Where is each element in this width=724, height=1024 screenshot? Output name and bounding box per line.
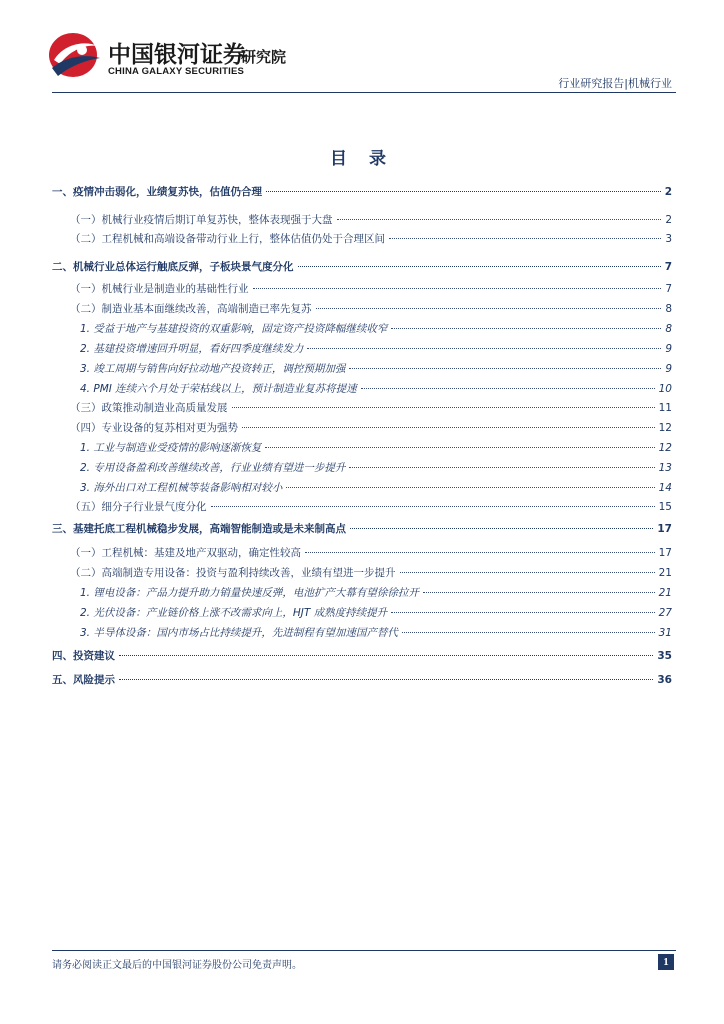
toc-entry[interactable] [52,184,672,199]
toc-entry-page: 14 [658,482,672,494]
toc-entry-page: 2 [664,186,672,198]
toc-entry-page: 17 [657,523,672,535]
toc-dot-leader [391,612,655,613]
toc-entry-title: 3. 竣工周期与销售向好拉动地产投资转正，调控预期加强 [80,363,346,375]
toc-entry-title: （二）制造业基本面继续改善，高端制造已率先复苏 [70,303,312,315]
toc-entry-title: （四）专业设备的复苏相对更为强势 [70,422,238,434]
toc-entry-title: 3. 海外出口对工程机械等装备影响相对较小 [80,482,283,494]
toc-entry-page: 7 [664,261,672,273]
toc-entry-page: 2 [665,214,672,226]
toc-entry[interactable] [52,460,672,475]
brand-name-en: CHINA GALAXY SECURITIES [108,66,245,77]
toc-entry[interactable] [52,499,672,514]
toc-entry-title: （一）工程机械：基建及地产双驱动，确定性较高 [70,547,301,559]
toc-entry-page: 13 [658,462,672,474]
toc-entry[interactable] [52,585,672,600]
toc-dot-leader [361,388,655,389]
toc-dot-leader [119,655,653,656]
brand-research-institute: 研究院 [241,48,287,66]
page-number: 1 [658,954,674,970]
toc-entry[interactable] [52,301,672,316]
toc-entry[interactable] [52,281,672,296]
toc-dot-leader [349,467,654,468]
toc-entry-page: 35 [657,650,672,662]
toc-dot-leader [402,632,655,633]
toc-entry-page: 15 [658,501,672,513]
toc-dot-leader [350,528,653,529]
toc-entry-page: 17 [658,547,672,559]
toc-entry-title: 四、投资建议 [52,650,115,662]
toc-dot-leader [316,308,662,309]
toc-entry-title: （一）机械行业疫情后期订单复苏快，整体表现强于大盘 [70,214,333,226]
toc-entry-title: 一、疫情冲击弱化，业绩复苏快，估值仍合理 [52,186,262,198]
toc-dot-leader [253,288,662,289]
toc-entry-title: 1. 锂电设备：产品力提升助力销量快速反弹，电池扩产大幕有望徐徐拉开 [80,587,419,599]
footer-disclaimer: 请务必阅读正文最后的中国银河证券股份公司免责声明。 [52,960,302,971]
toc-entry-page: 12 [658,442,672,454]
toc-entry-title: （三）政策推动制造业高质量发展 [70,402,228,414]
toc-entry-title: 2. 专用设备盈利改善继续改善，行业业绩有望进一步提升 [80,462,346,474]
toc-dot-leader [232,407,655,408]
toc-entry-page: 27 [658,607,672,619]
toc-entry-title: 2. 光伏设备：产业链价格上涨不改需求向上，HJT 成熟度持续提升 [80,607,388,619]
toc-entry-page: 3 [665,233,672,245]
toc-entry[interactable] [52,420,672,435]
toc-entry-title: 1. 工业与制造业受疫情的影响逐渐恢复 [80,442,262,454]
toc-dot-leader [349,368,661,369]
toc-entry-page: 8 [665,303,672,315]
toc-entry-page: 11 [658,402,672,414]
toc-dot-leader [389,238,661,239]
toc-entry[interactable] [52,625,672,640]
toc-entry[interactable] [52,321,672,336]
toc-dot-leader [337,219,662,220]
company-logo [46,30,316,80]
toc-entry[interactable] [52,231,672,246]
toc-entry[interactable] [52,440,672,455]
toc-entry[interactable] [52,545,672,560]
toc-dot-leader [286,487,654,488]
toc-entry-title: 3. 半导体设备：国内市场占比持续提升，先进制程有望加速国产替代 [80,627,398,639]
toc-entry-page: 8 [665,323,672,335]
brand-name-cn: 中国银河证券 [108,42,246,68]
toc-entry[interactable] [52,565,672,580]
toc-entry-title: 4. PMI 连续六个月处于荣枯线以上，预计制造业复苏将提速 [80,383,357,395]
footer-divider [52,950,676,951]
toc-dot-leader [119,679,653,680]
toc-dot-leader [298,266,661,267]
toc-entry[interactable] [52,480,672,495]
toc-entry[interactable] [52,361,672,376]
toc-entry[interactable] [52,212,672,227]
toc-dot-leader [400,572,655,573]
toc-dot-leader [307,348,661,349]
toc-dot-leader [305,552,655,553]
toc-entry-page: 10 [658,383,672,395]
galaxy-logo-icon [46,30,102,80]
toc-entry-title: （一）机械行业是制造业的基础性行业 [70,283,249,295]
toc-entry-page: 36 [657,674,672,686]
header-divider [52,92,676,93]
toc-dot-leader [423,592,655,593]
toc-entry-page: 9 [665,363,672,375]
toc-entry-page: 21 [658,567,672,579]
toc-entry[interactable] [52,341,672,356]
toc-dot-leader [211,506,655,507]
toc-entry[interactable] [52,605,672,620]
toc-dot-leader [265,447,654,448]
toc-entry-page: 12 [658,422,672,434]
toc-entry[interactable] [52,648,672,663]
toc-entry[interactable] [52,672,672,687]
toc-entry-page: 21 [658,587,672,599]
toc-entry-page: 31 [658,627,672,639]
toc-dot-leader [242,427,655,428]
toc-entry[interactable] [52,400,672,415]
toc-entry-page: 7 [665,283,672,295]
toc-entry-page: 9 [665,343,672,355]
toc-entry[interactable] [52,381,672,396]
toc-entry-title: （五）细分子行业景气度分化 [70,501,207,513]
toc-entry-title: 1. 受益于地产与基建投资的双重影响，固定资产投资降幅继续收窄 [80,323,388,335]
toc-entry-title: 2. 基建投资增速回升明显，看好四季度继续发力 [80,343,304,355]
toc-entry[interactable] [52,521,672,536]
toc-entry-title: （二）工程机械和高端设备带动行业上行，整体估值仍处于合理区间 [70,233,385,245]
toc-entry-title: 三、基建托底工程机械稳步发展，高端智能制造或是未来制高点 [52,523,346,535]
toc-entry[interactable] [52,259,672,274]
toc-entry-title: 五、风险提示 [52,674,115,686]
toc-entry-title: 二、机械行业总体运行触底反弹，子板块景气度分化 [52,261,294,273]
report-type: 行业研究报告|机械行业 [558,77,672,90]
toc-title: 目 录 [330,149,394,169]
toc-entry-title: （二）高端制造专用设备：投资与盈利持续改善，业绩有望进一步提升 [70,567,396,579]
toc-dot-leader [266,191,661,192]
toc-dot-leader [391,328,661,329]
